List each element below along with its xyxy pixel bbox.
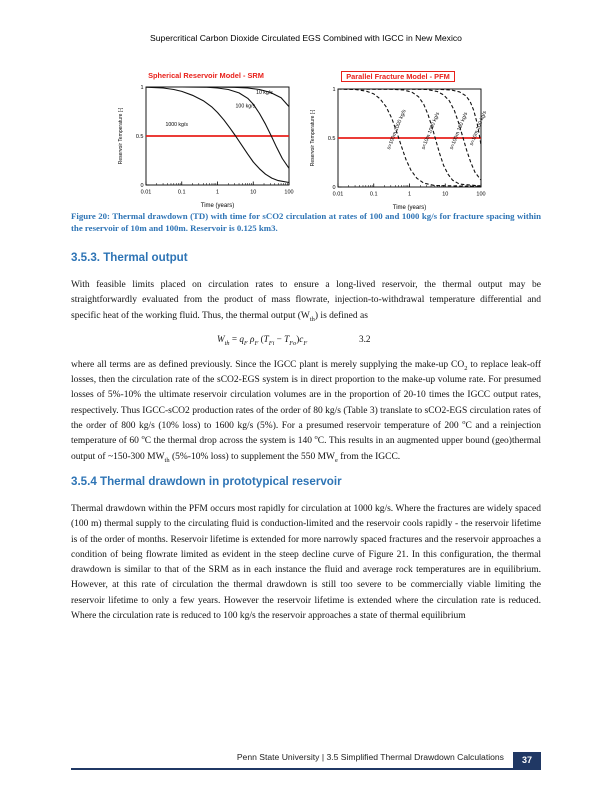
svg-text:0.01: 0.01 [140,189,152,196]
svg-text:s=100m 1000 kg/s: s=100m 1000 kg/s [386,108,408,151]
svg-text:0.1: 0.1 [369,191,378,198]
srm-chart [116,82,296,209]
pfm-chart-block [308,71,488,211]
svg-text:Reservoir Temperature [-]: Reservoir Temperature [-] [310,109,316,167]
srm-chart-block [116,71,296,211]
srm-chart-title: Spherical Reservoir Model - SRM [148,71,264,80]
svg-text:0.5: 0.5 [135,134,144,140]
svg-text:10 kg/s: 10 kg/s [256,89,273,96]
svg-text:s=100m 100 kg/s: s=100m 100 kg/s [448,111,470,151]
svg-text:1: 1 [407,191,412,198]
svg-text:1: 1 [215,189,220,196]
pfm-chart [308,84,488,211]
svg-text:0.1: 0.1 [177,189,186,196]
svg-text:0.5: 0.5 [327,136,336,142]
page-number-badge: 37 [513,752,541,768]
paragraph-thermal-output: With feasible limits placed on circulation rates to ensure a long-lived reservoir, the thermal output may be straightforwardly evaluated from the product of mass flowrate, injection-to-withdrawal temperature differential and specific heat of the working fluid. Thus, the thermal output $(W_{th})$ is defined as [71,279,541,323]
svg-text:1: 1 [332,87,336,93]
svg-text:100 kg/s: 100 kg/s [235,103,256,110]
svg-text:s=10m 100 kg/s: s=10m 100 kg/s [468,110,488,147]
equation-number: 3.2 [359,333,371,344]
svg-text:Time (years): Time (years) [200,203,235,209]
content-column [71,210,541,634]
paragraph-circulation-rates: where all terms are as defined previously. Since the IGCC plant is merely supplying the make-up $CO_2$ to replace leak-off losses, then the circulation rate of the sCO2-EGS system is in direct proportion to the make-up volume rate. For presumed losses of 5%-10% the ultimate reservoir circulation volumes are in the proportion of 20-10 times the IGCC output rates, respectively. Thus IGCC-sCO2 production rates of the order of 80 kg/s (Table 3) translate to sCO2-EGS circulation rates of the order of 800 kg/s (10% loss) to 1600 kg/s (5%). For a presumed reservoir temperature of 200 $^o$C and a reinjection temperature of 60 $^o$C the thermal drop across the system is 140 $^o$C. This results in an augmented upper bound (geo)thermal output of ~150-300 $MW_{th}$ (5%-10% loss) to supplement the 550 $MW_e$ from the IGCC. [71,359,541,464]
figure-20 [116,71,488,211]
svg-text:Reservoir Temperature [-]: Reservoir Temperature [-] [118,107,124,165]
svg-text:10: 10 [442,191,449,198]
page-footer [71,749,541,770]
paragraph-thermal-drawdown: Thermal drawdown within the PFM occurs most rapidly for circulation at 1000 kg/s. Where the fractures are widely spaced (100 m) thermal supply to the circulating fluid is conduction-limited and the reservoir cools rapidly - the reservoir lifetime is of the order of months. Reservoir lifetime is extended for more narrowly spaced fractures and the reservoir approaches a condition of being flowrate limited as evident in the steep decline curve of Figure 21. In this configuration, the thermal drawdown is similar to that of the SRM as in each instance the fluid and average rock temperatures are in equilibrium. However, at this rate of circulation the thermal drawdown is still too severe to be commercially viable limiting the reservoir lifetime to only a few years. However the reservoir lifetime is extended where the circulation rate is reduced. Where the circulation rate is reduced to 100 kg/s the reservoir approaches a state of thermal equilibrium [71,503,541,622]
svg-text:1: 1 [140,85,144,91]
svg-text:10: 10 [250,189,257,196]
equation-3-2: $W_{th} = q_F$ $\rho_F$ $(T_{Fi} - T_{Fo})c_F$ [217,333,308,347]
page-header: Supercritical Carbon Dioxide Circulated EGS Combined with IGCC in New Mexico [150,33,462,43]
footer-text: Penn State University | 3.5 Simplified Thermal Drawdown Calculations [236,752,504,762]
svg-text:Time (years): Time (years) [392,205,427,211]
equation-row [71,334,541,351]
pfm-chart-title: Parallel Fracture Model - PFM [341,71,455,82]
svg-text:0: 0 [332,185,336,191]
section-heading-3-5-4: 3.5.4 Thermal drawdown in prototypical reservoir [71,474,342,488]
svg-text:0: 0 [140,183,144,189]
svg-text:1000 kg/s: 1000 kg/s [165,122,188,129]
svg-text:s=10m 1000 kg/s: s=10m 1000 kg/s [420,111,442,151]
svg-text:100: 100 [476,191,486,198]
section-heading-3-5-3: 3.5.3. Thermal output [71,250,188,264]
figure-caption: Figure 20: Thermal drawdown (TD) with time for sCO2 circulation at rates of 100 and 1000 kg/s for fracture spacing within the reservoir of 10m and 100m. Reservoir is 0.125 km3. [71,211,541,234]
svg-text:100: 100 [284,189,294,196]
svg-text:0.01: 0.01 [332,191,344,198]
